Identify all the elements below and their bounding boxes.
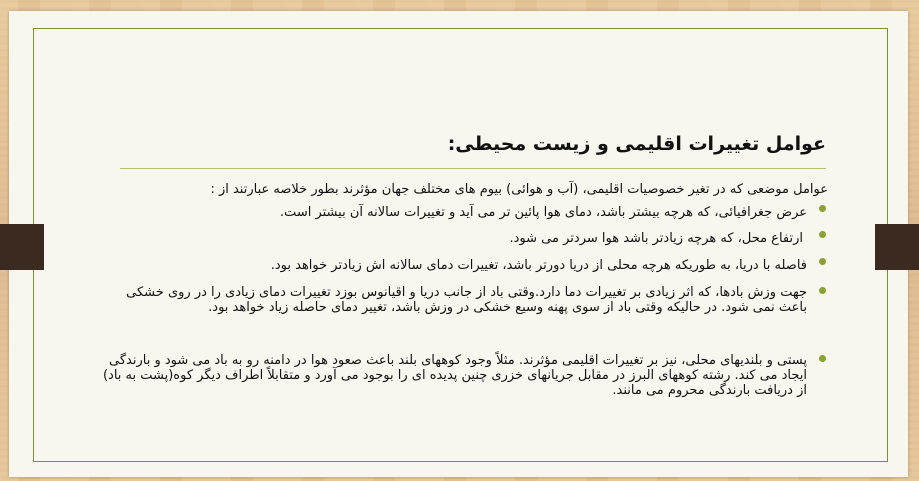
right-binder-tab [875,224,919,270]
bullet-dot-icon [819,355,826,362]
intro-paragraph: عوامل موضعی که در تغیر خصوصیات اقلیمی، (آب و هوائی) بیوم های مختلف جهان مؤثرند بطور خلاصه عبارتند از : [210,182,828,197]
list-item [100,203,828,229]
bullet-text: فاصله با دریا، به طوریکه هرچه محلی از دریا دورتر باشد، تغییرات دمای سالانه اش زیادتر خواهد بود. [270,258,807,273]
bullet-text: پستی و بلندیهای محلی، نیز بر تغییرات اقلیمی مؤثرند. مثلاً وجود کوههای بلند باعث صعود هوا در دامنه رو به باد می شود و بارندگی ایجاد می کند. رشته کوههای البرز در مقابل جریانهای خزری چنین پدیده ای را بوجود می آورد و متقابلاً اطراف دیگر کوه(پشت به باد) از دریافت بارندگی محروم می مانند. [102,353,807,398]
bullet-dot-icon [819,287,826,294]
bullet-dot-icon [819,205,826,212]
bullet-list [100,203,828,413]
left-binder-tab [0,224,44,270]
list-item [100,285,828,353]
bullet-dot-icon [819,231,826,238]
slide-content [100,180,828,413]
bullet-text: جهت وزش بادها، که اثر زیادی بر تغییرات دما دارد.وقتی باد از جانب دریا و اقیانوس بوزد تغییرات دمای زیادی را در روی خشکی باعث نمی شود. در حالیکه وقتی باد از سوی پهنه وسیع خشکی در وزش باشد، تغییر دمای حاصله زیاد خواهد بود. [126,285,807,315]
list-item [100,353,828,413]
bullet-text: عرض جغرافیائی، که هرچه بیشتر باشد، دمای هوا پائین تر می آید و تغییرات سالانه آن بیشتر است. [279,205,807,220]
bullet-dot-icon [819,258,826,265]
title-divider [120,168,826,169]
slide-title: عوامل تغییرات اقلیمی و زیست محیطی: [447,133,826,155]
list-item [100,256,828,285]
bullet-text: ارتفاع محل، که هرچه زیادتر باشد هوا سردتر می شود. [509,231,803,246]
list-item [100,229,828,256]
